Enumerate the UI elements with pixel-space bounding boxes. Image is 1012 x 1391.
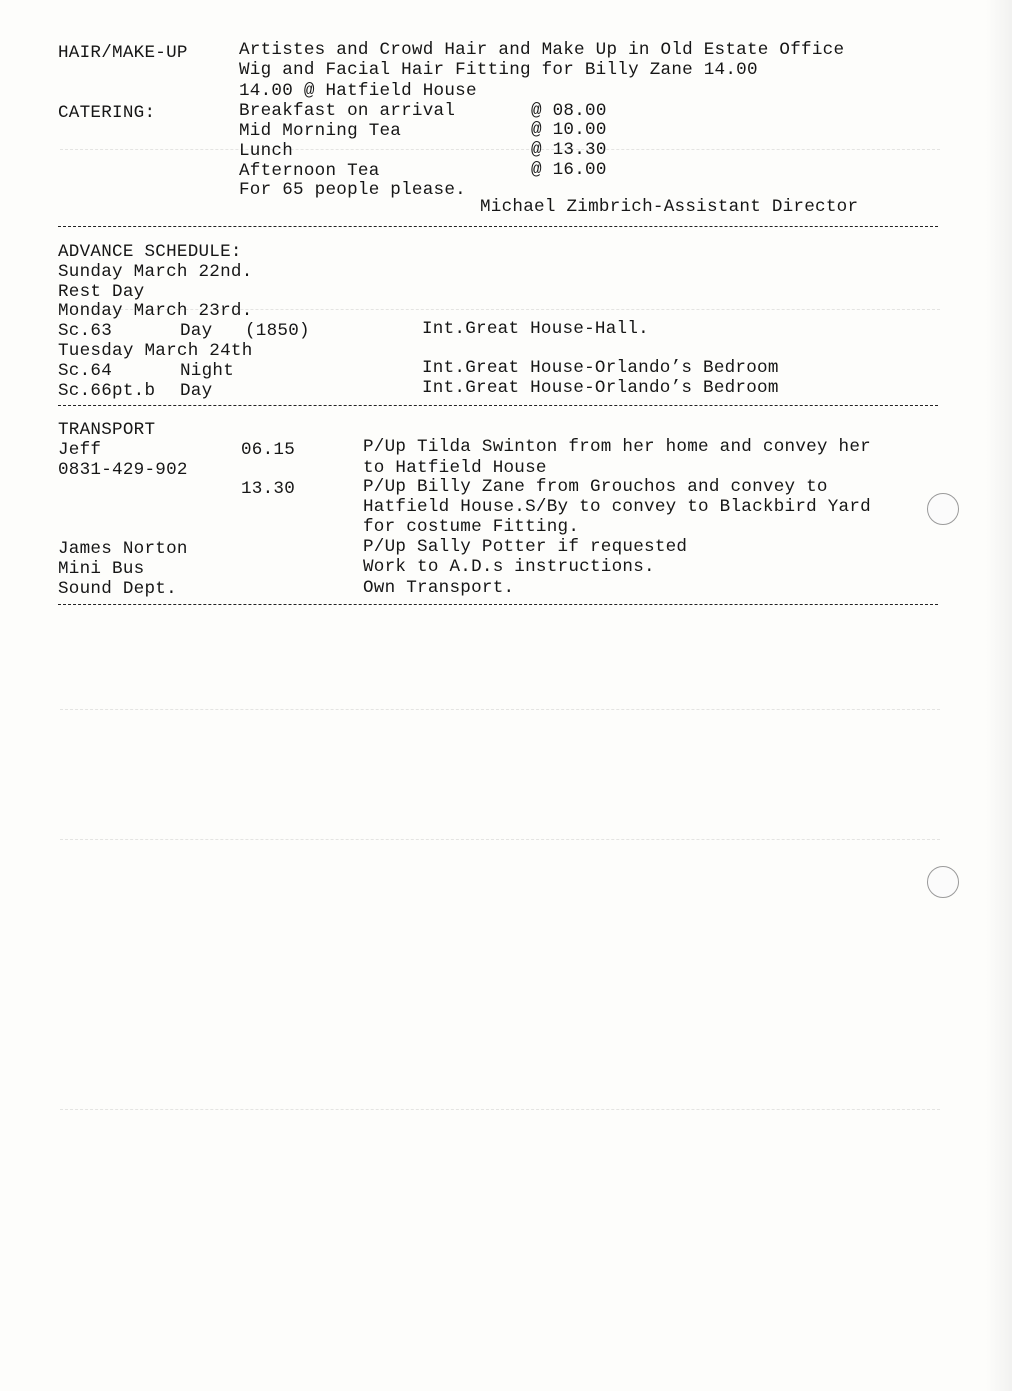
catering-label: CATERING:	[58, 103, 156, 123]
hair-makeup-label: HAIR/MAKE-UP	[58, 43, 188, 63]
advance-schedule-label: ADVANCE SCHEDULE:	[58, 242, 242, 262]
transport-person: Mini Bus	[58, 559, 145, 579]
scene-number: Sc.64	[58, 361, 113, 381]
scene-time: Day	[180, 321, 213, 341]
scene-number: Sc.66pt.b	[58, 381, 156, 401]
punch-hole	[927, 866, 959, 898]
scene-time: Night	[180, 361, 235, 381]
pickup-time: 13.30	[241, 479, 296, 499]
scene-location: Int.Great House-Orlando’s Bedroom	[422, 378, 779, 398]
hair-makeup-line-3: 14.00 @ Hatfield House	[239, 81, 477, 101]
scene-year: (1850)	[245, 321, 310, 341]
pickup-details: Hatfield House.S/By to convey to Blackbird Yard	[363, 497, 871, 517]
pickup-details: P/Up Billy Zane from Grouchos and convey to	[363, 477, 828, 497]
catering-time: @ 13.30	[531, 140, 607, 160]
catering-meal: Breakfast on arrival	[239, 101, 456, 121]
pickup-details: to Hatfield House	[363, 458, 547, 478]
pickup-time: 06.15	[241, 440, 296, 460]
scene-time: Day	[180, 381, 213, 401]
catering-time: @ 10.00	[531, 120, 607, 140]
driver-phone: 0831-429-902	[58, 460, 188, 480]
catering-time: @ 16.00	[531, 160, 607, 180]
pickup-details: P/Up Tilda Swinton from her home and convey her	[363, 437, 871, 457]
catering-meal: Afternoon Tea	[239, 161, 380, 181]
assistant-director-signoff: Michael Zimbrich-Assistant Director	[480, 197, 859, 217]
transport-task: P/Up Sally Potter if requested	[363, 537, 688, 557]
catering-meal: Lunch	[239, 141, 294, 161]
driver-name: Jeff	[58, 440, 102, 460]
transport-person: James Norton	[58, 539, 188, 559]
transport-task: Work to A.D.s instructions.	[363, 557, 655, 577]
transport-label: TRANSPORT	[58, 420, 156, 440]
catering-note: For 65 people please.	[239, 180, 466, 200]
schedule-date-sunday: Sunday March 22nd.	[58, 262, 253, 282]
scene-location: Int.Great House-Orlando’s Bedroom	[422, 358, 779, 378]
scene-location: Int.Great House-Hall.	[422, 319, 649, 339]
scene-number: Sc.63	[58, 321, 113, 341]
hair-makeup-line-2: Wig and Facial Hair Fitting for Billy Zane 14.00	[239, 60, 758, 80]
section-divider	[58, 405, 938, 406]
page-edge-shadow	[986, 0, 1012, 1391]
catering-time: @ 08.00	[531, 101, 607, 121]
section-divider	[58, 226, 938, 227]
section-divider	[58, 604, 938, 605]
catering-meal: Mid Morning Tea	[239, 121, 402, 141]
hair-makeup-line-1: Artistes and Crowd Hair and Make Up in Old Estate Office	[239, 40, 845, 60]
schedule-rest-day: Rest Day	[58, 282, 145, 302]
transport-task: Own Transport.	[363, 578, 515, 598]
transport-person: Sound Dept.	[58, 579, 177, 599]
schedule-date-tuesday: Tuesday March 24th	[58, 341, 253, 361]
punch-hole	[927, 493, 959, 525]
pickup-details: for costume Fitting.	[363, 517, 580, 537]
schedule-date-monday: Monday March 23rd.	[58, 301, 253, 321]
